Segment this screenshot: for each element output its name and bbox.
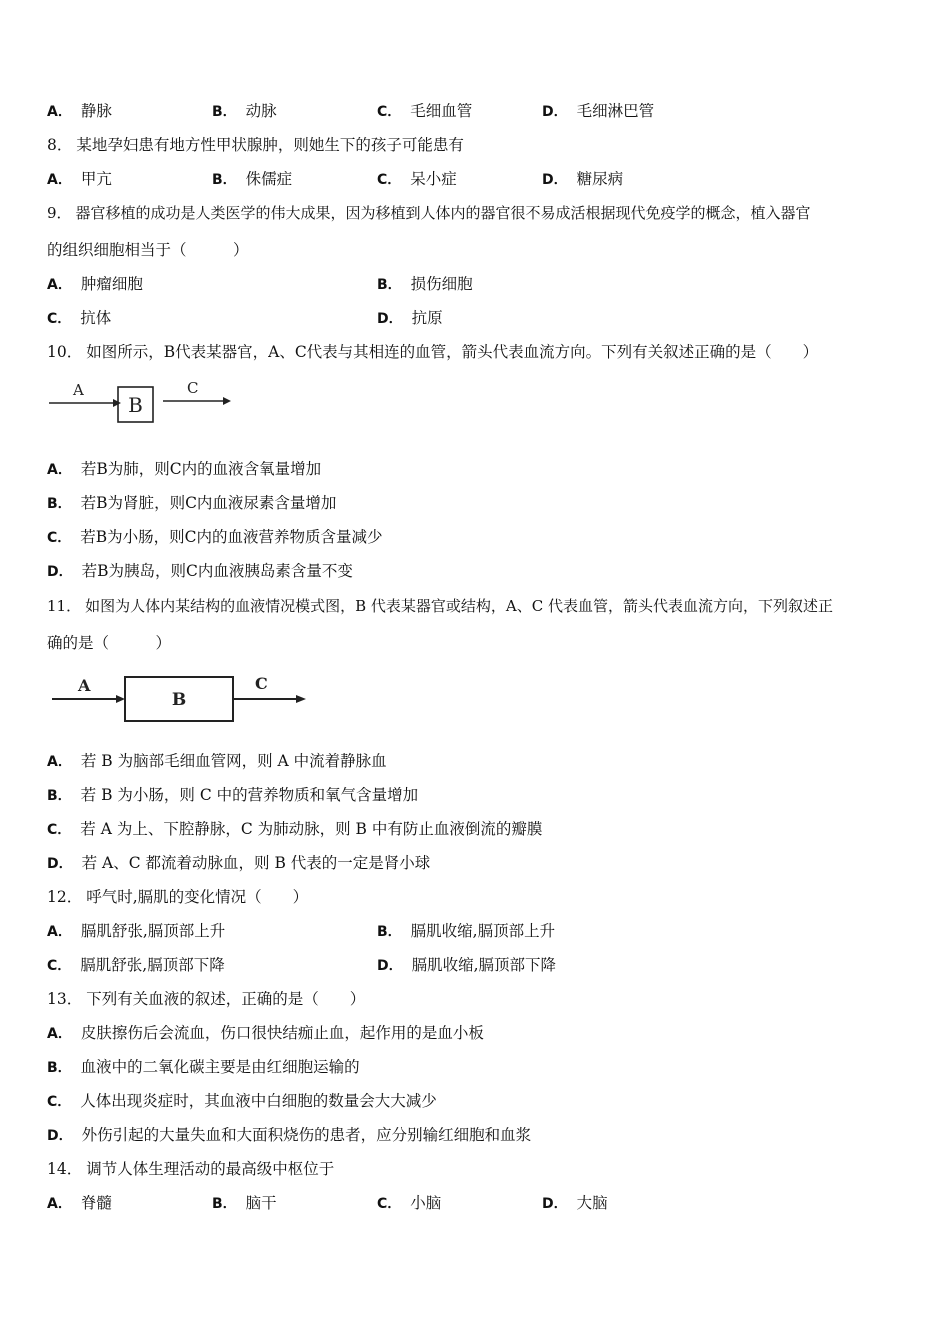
q14-stem: 14． 调节人体生理活动的最高级中枢位于 [47, 1160, 335, 1178]
q10-option-a: A． 若B为肺，则C内的血液含氧量增加 [47, 460, 322, 478]
q11-figure-label-c: C [255, 674, 268, 693]
q7-option-b: B． 动脉 [212, 102, 277, 120]
q7-option-a: A． 静脉 [47, 102, 112, 120]
q13-option-d: D． 外伤引起的大量失血和大面积烧伤的患者，应分别输红细胞和血浆 [47, 1126, 532, 1144]
q9-option-c: C． 抗体 [47, 309, 112, 327]
q12-option-a: A． 膈肌舒张,膈顶部上升 [47, 922, 226, 940]
q9-options-row1 [47, 274, 917, 294]
q13-option-b: B． 血液中的二氧化碳主要是由红细胞运输的 [47, 1058, 360, 1076]
q10-option-b: B． 若B为肾脏，则C内血液尿素含量增加 [47, 494, 337, 512]
q8-stem: 8． 某地孕妇患有地方性甲状腺肿，则她生下的孩子可能患有 [47, 136, 464, 154]
q7-option-d: D． 毛细淋巴管 [542, 102, 655, 120]
q13-stem: 13． 下列有关血液的叙述，正确的是（ ） [47, 990, 366, 1008]
q11-figure-label-b: B [171, 690, 187, 710]
q11-stem-line2: 确的是（ ） [47, 634, 172, 652]
q13-option-c: C． 人体出现炎症时，其血液中白细胞的数量会大大减少 [47, 1092, 437, 1110]
q11-option-c: C． 若 A 为上、下腔静脉，C 为肺动脉，则 B 中有防止血液倒流的瓣膜 [47, 820, 543, 838]
q9-option-b: B． 损伤细胞 [377, 275, 473, 293]
q12-option-b: B． 膈肌收缩,膈顶部上升 [377, 922, 556, 940]
q9-stem-line1: 9． 器官移植的成功是人类医学的伟大成果，因为移植到人体内的器官很不易成活根据现代免疫学的概念，植入器官 [47, 204, 811, 222]
q7-option-c: C． 毛细血管 [377, 102, 473, 120]
q11-figure-label-a: A [78, 676, 91, 695]
q14-option-c: C． 小脑 [377, 1194, 442, 1212]
q12-options-row1 [47, 921, 917, 941]
q9-stem-line2: 的组织细胞相当于（ ） [47, 241, 249, 259]
q13-option-a: A． 皮肤擦伤后会流血，伤口很快结痂止血，起作用的是血小板 [47, 1024, 484, 1042]
q14-option-d: D． 大脑 [542, 1194, 608, 1212]
q10-figure-label-a: A [73, 381, 84, 399]
q11-option-a: A． 若 B 为脑部毛细血管网，则 A 中流着静脉血 [47, 752, 387, 770]
q8-option-b: B． 侏儒症 [212, 170, 293, 188]
q9-option-d: D． 抗原 [377, 309, 443, 327]
q7-options [47, 101, 917, 121]
q12-option-c: C． 膈肌舒张,膈顶部下降 [47, 956, 225, 974]
q10-figure-label-b: B [128, 393, 143, 417]
q12-options-row2 [47, 955, 917, 975]
q14-option-b: B． 脑干 [212, 1194, 277, 1212]
q10-arrowhead-in-icon [113, 399, 121, 407]
q12-option-d: D． 膈肌收缩,膈顶部下降 [377, 956, 557, 974]
q8-option-d: D． 糖尿病 [542, 170, 624, 188]
q11-option-d: D． 若 A、C 都流着动脉血，则 B 代表的一定是肾小球 [47, 854, 431, 872]
q10-figure [45, 374, 235, 428]
q10-option-c: C． 若B为小肠，则C内的血液营养物质含量减少 [47, 528, 383, 546]
q10-arrowhead-out-icon [223, 397, 231, 405]
q10-stem: 10． 如图所示，B代表某器官，A、C代表与其相连的血管，箭头代表血流方向。下列有关叙述正确的是（ ） [47, 343, 819, 361]
q12-stem: 12． 呼气时,膈肌的变化情况（ ） [47, 888, 309, 906]
q11-stem-line1: 11． 如图为人体内某结构的血液情况模式图，B 代表某器官或结构，A、C 代表血管，箭头代表血流方向，下列叙述正 [47, 597, 833, 615]
q10-option-d: D． 若B为胰岛，则C内血液胰岛素含量不变 [47, 562, 353, 580]
q8-options [47, 169, 917, 189]
q11-arrowhead-out-icon [296, 695, 306, 703]
q8-option-c: C． 呆小症 [377, 170, 457, 188]
q11-figure [50, 670, 312, 726]
q9-option-a: A． 肿瘤细胞 [47, 275, 143, 293]
q8-option-a: A． 甲亢 [47, 170, 112, 188]
q9-options-row2 [47, 308, 917, 328]
q14-options [47, 1193, 917, 1213]
q11-arrowhead-in-icon [116, 695, 125, 703]
q11-option-b: B． 若 B 为小肠，则 C 中的营养物质和氧气含量增加 [47, 786, 419, 804]
q10-figure-label-c: C [187, 379, 199, 397]
q14-option-a: A． 脊髓 [47, 1194, 112, 1212]
